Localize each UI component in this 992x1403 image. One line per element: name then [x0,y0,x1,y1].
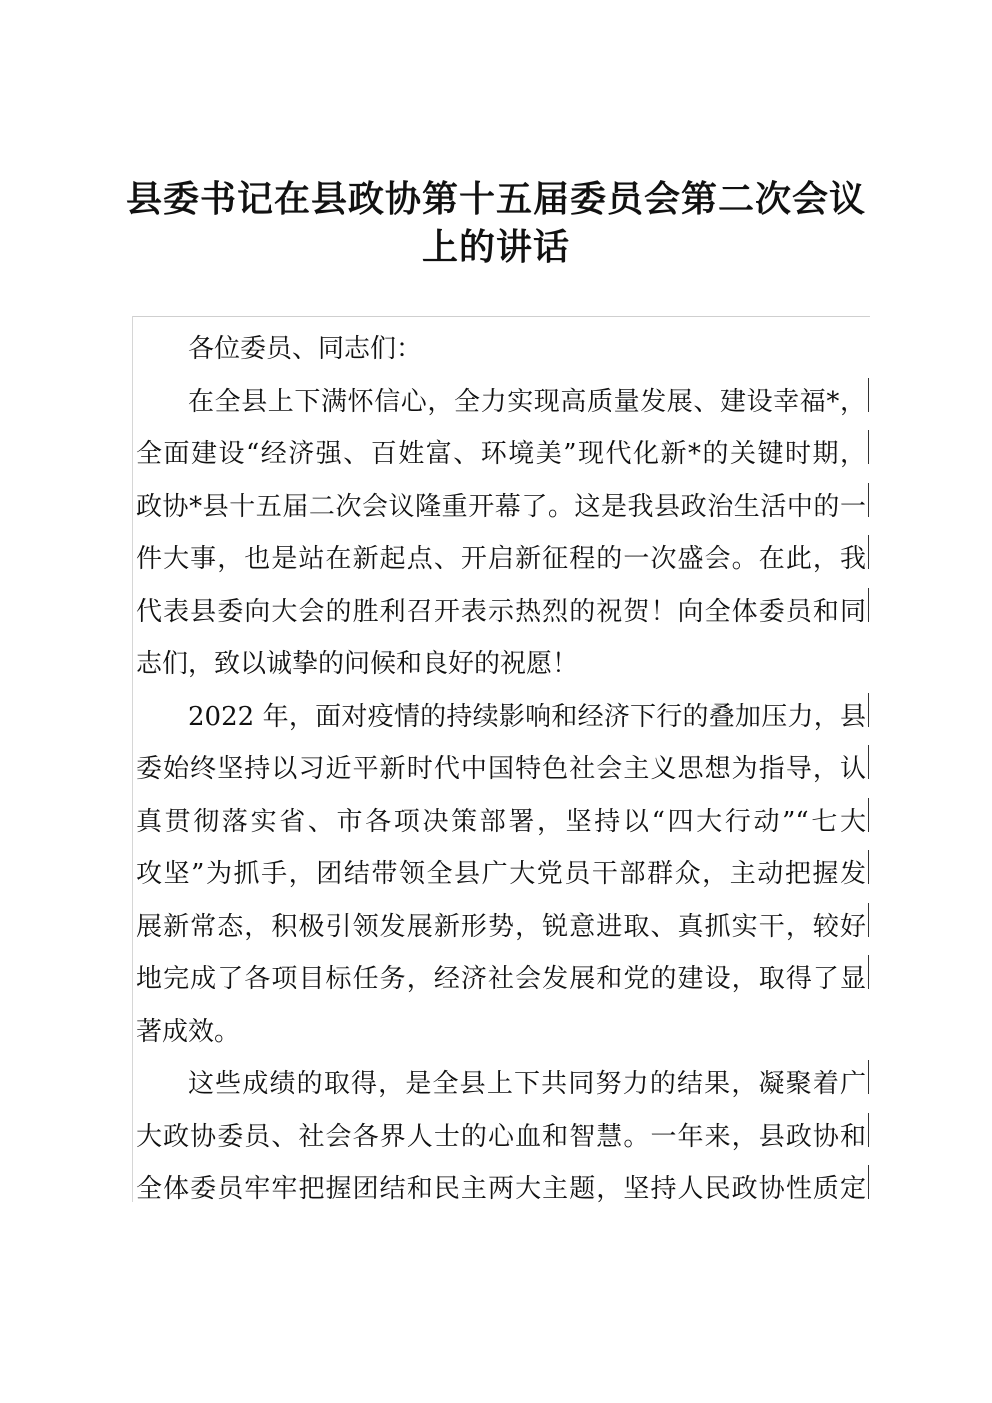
text-line: 政协*县十五届二次会议隆重开幕了。这是我县政治生活中的一 [136,491,866,522]
text-line: 在全县上下满怀信心，全力实现高质量发展、建设幸福*， [188,386,866,417]
text-line: 真贯彻落实省、市各项决策部署，坚持以“四大行动”“七大 [136,806,866,837]
text-line: 大政协委员、社会各界人士的心血和智慧。一年来，县政协和 [136,1121,866,1152]
line-end-mark [868,955,869,989]
text-line: 委始终坚持以习近平新时代中国特色社会主义思想为指导，认 [136,754,866,784]
text-line: 件大事，也是站在新起点、开启新征程的一次盛会。在此，我 [136,544,866,574]
line-end-mark [868,798,869,832]
title-line-1: 县委书记在县政协第十五届委员会第二次会议 [125,179,866,220]
text-line: 全面建设“经济强、百姓富、环境美”现代化新*的关键时期， [136,439,866,469]
line-end-mark [868,1113,869,1147]
salutation: 各位委员、同志们： [188,334,423,364]
line-end-mark [868,693,869,727]
text-line: 2022 年，面对疫情的持续影响和经济下行的叠加压力，县 [188,701,866,732]
text-line: 攻坚”为抓手，团结带领全县广大党员干部群众，主动把握发 [136,859,866,889]
line-end-mark [868,588,869,622]
line-end-mark [868,903,869,937]
text-line: 全体委员牢牢把握团结和民主两大主题，坚持人民政协性质定 [136,1174,866,1204]
frame-left-rule [132,316,133,1202]
line-end-mark [868,483,869,517]
line-end-mark [868,1165,869,1199]
line-end-mark [868,430,869,464]
line-end-mark [868,745,869,779]
title-line-2: 上的讲话 [421,227,570,268]
frame-top-rule [132,316,870,317]
text-line: 代表县委向大会的胜利召开表示热烈的祝贺！向全体委员和同 [136,596,866,627]
text-line: 志们，致以诚挚的问候和良好的祝愿！ [136,649,579,679]
text-line: 地完成了各项目标任务，经济社会发展和党的建设，取得了显 [136,964,866,994]
speech-body [136,323,866,1216]
line-end-marks [868,316,870,1202]
document-title [0,176,992,272]
line-end-mark [868,535,869,569]
text-line: 著成效。 [136,1016,241,1047]
line-end-mark [868,1060,869,1094]
text-line: 展新常态，积极引领发展新形势，锐意进取、真抓实干，较好 [136,911,866,942]
line-end-mark [868,378,869,412]
text-line: 这些成绩的取得，是全县上下共同努力的结果，凝聚着广 [188,1069,866,1099]
line-end-mark [868,850,869,884]
